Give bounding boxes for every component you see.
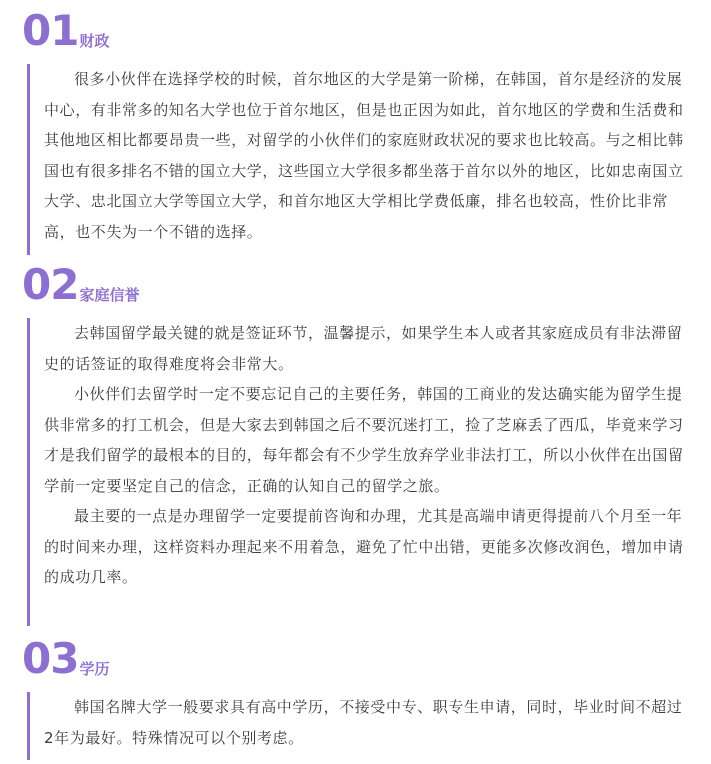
section-body-family-credit	[27, 318, 690, 626]
section-title: 家庭信誉	[79, 286, 140, 304]
section-heading-family-credit	[22, 260, 140, 309]
paragraph: 最主要的一点是办理留学一定要提前咨询和办理，尤其是高端申请更得提前八个月至一年的时间来办理，这样资料办理起来不用着急，避免了忙中出错，更能多次修改润色，增加申请的成功几率。	[44, 507, 684, 586]
section-number: 02	[22, 260, 79, 309]
section-heading-education	[22, 634, 110, 683]
section-number: 01	[22, 6, 79, 55]
section-body-education	[27, 692, 690, 760]
paragraph: 韩国名牌大学一般要求具有高中学历，不接受中专、职专生申请，同时，毕业时间不超过2年为最好。特殊情况可以个别考虑。	[44, 698, 683, 747]
section-title: 学历	[79, 660, 110, 678]
section-number: 03	[22, 634, 79, 683]
paragraph: 小伙伴们去留学时一定不要忘记自己的主要任务，韩国的工商业的发达确实能为留学生提供非常多的打工机会，但是大家去到韩国之后不要沉迷打工，捡了芝麻丢了西瓜，毕竟来学习才是我们留学的最根本的目的，每年都会有不少学生放弃学业非法打工，所以小伙伴在出国留学前一定要坚定自己的信念，正确的认知自己的留学之旅。	[44, 385, 684, 495]
section-title: 财政	[79, 32, 110, 50]
section-body-finance	[27, 64, 690, 255]
paragraph: 去韩国留学最关键的就是签证环节，温馨提示，如果学生本人或者其家庭成员有非法滞留史的话签证的取得难度将会非常大。	[44, 324, 683, 373]
section-heading-finance	[22, 6, 110, 55]
paragraph: 很多小伙伴在选择学校的时候，首尔地区的大学是第一阶梯，在韩国，首尔是经济的发展中心，有非常多的知名大学也位于首尔地区，但是也正因为如此，首尔地区的学费和生活费和其他地区相比都要昂贵一些，对留学的小伙伴们的家庭财政状况的要求也比较高。与之相比韩国也有很多排名不错的国立大学，这些国立大学很多都坐落于首尔以外的地区，比如忠南国立大学、忠北国立大学等国立大学，和首尔地区大学相比学费低廉，排名也较高，性价比非常高，也不失为一个不错的选择。	[44, 70, 684, 241]
